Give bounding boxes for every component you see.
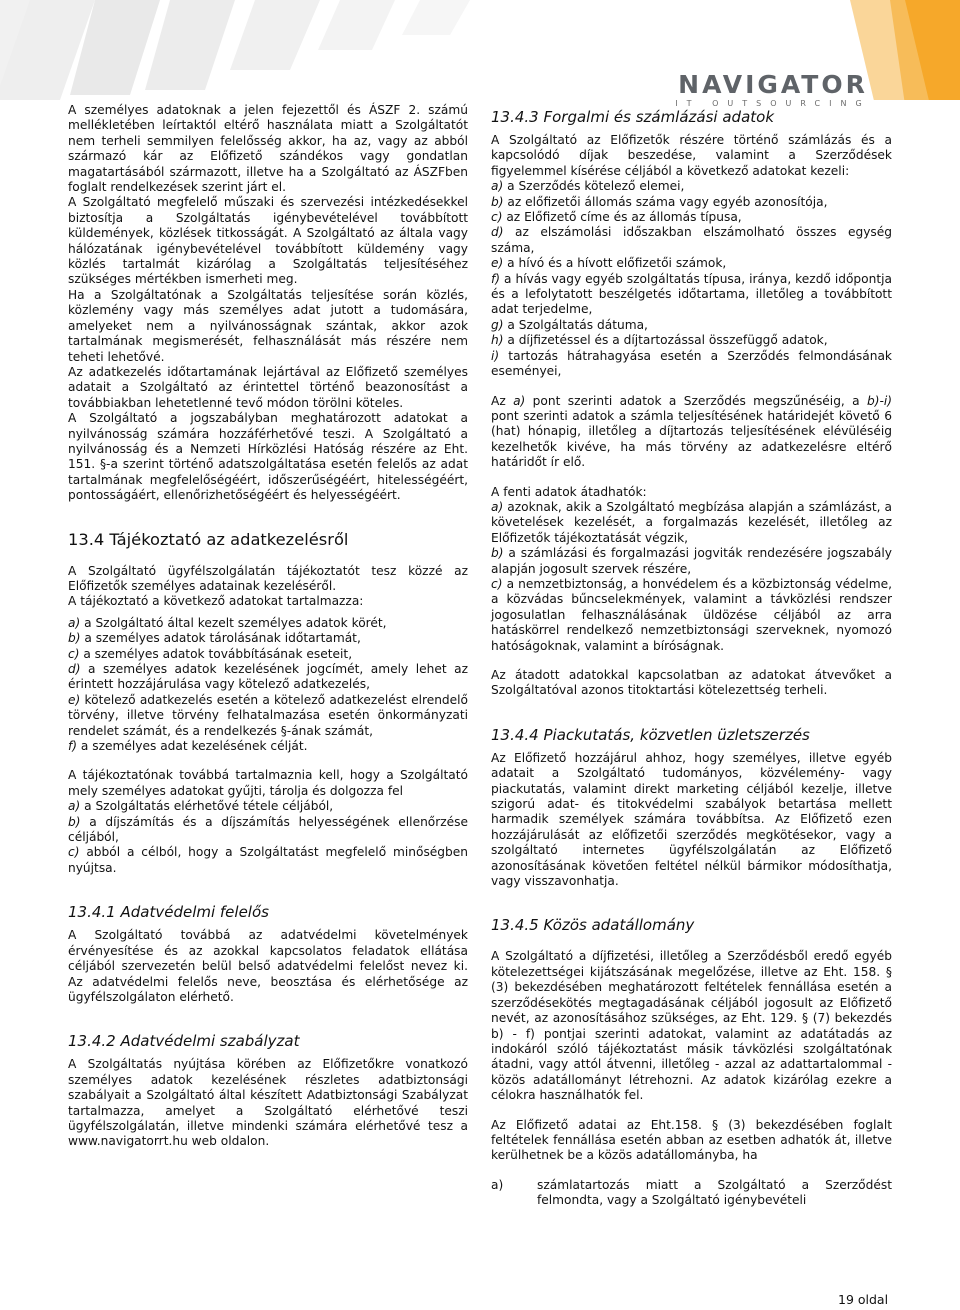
list-item-text: számlatartozás miatt a Szolgáltató a Szerződést felmondta, vagy a Szolgáltató igénybevételi [537,1177,892,1208]
list-item: f) a hívás vagy egyéb szolgáltatás típusa, iránya, kezdő időpontja és a lefolytatott beszélgetés időtartama, illetőleg a továbbított adat terjedelme, [491,271,892,317]
list-item [491,1178,892,1209]
list-item: b) az előfizetői állomás száma vagy egyéb azonosítója, [491,194,828,209]
list-item: a) a Szolgáltatás elérhetővé tétele céljából, [68,799,334,814]
transfer-list [491,500,892,654]
list-item: i) tartozás hátrahagyása esetén a Szerződés felmondásának eseményei, [491,348,892,379]
navigator-logo [668,72,878,112]
list-item: e) kötelező adatkezelés esetén a kötelező adatkezelést elrendelő törvény, illetve törvény felhatalmazása esetén önkormányzati rendelet számát, és a rendelkezés §-ának számát, [68,692,468,738]
paragraph: A tájékoztató a következő adatokat tartalmazza: [68,594,364,609]
list-item: d) a személyes adatok kezelésének jogcímét, amely lehet az érintett hozzájárulása vagy kötelező adatkezelés, [68,662,468,692]
list-item: c) abból a célból, hogy a Szolgáltatást megfelelő minőségben nyújtsa. [68,845,468,875]
paragraph: A Szolgáltató a díjfizetési, illetőleg a Szerződésből eredő egyéb kötelezettségei kijátszásának megelőzése, illetve az Eht. 158. § (3) bekezdésében meghatározott feltételek fennállása esetén a szerződésekötés megtagadásának céljából jogosult az Előfizető nevét, az azonosításához szükséges, az Eht. 129. § (7) bekezdés b) - f) pontjai szerinti adatokat, valamint az adatátadás az indokáról szóló tájékoztatást másik távközlési szolgáltatónak átadni, vagy attól átvenni, illetőleg - azzal az adattartalommal - közös adatállományt létrehozni. Az adatok kizárólag ezekre a célokra használhatók fel. [491,949,892,1103]
right-column [491,107,892,1209]
paragraph: A Szolgáltatás nyújtása körében az Előfizetőkre vonatkozó személyes adatok kezelésének részletes adatbiztonsági szabályait a Szolgáltató által készített Adatbiztonsági Szabályzat tartalmazza, amelyet a Szolgáltató elérhetővé teszi ügyfélszolgálatán, illetve mindenki számára elérhetővé tesz a www.navigatorrt.hu web oldalon. [68,1057,468,1149]
list-item: c) az Előfizető címe és az állomás típusa, [491,210,742,225]
paragraph: A Szolgáltató a jogszabályban meghatározott adatokat a nyilvánosság számára hozzáférhetővé teszi. A Szolgáltató a nyilvánosság és a Nemzeti Hírközlési Hatóság részére az Eht. 151. §-a szerint történő adatszolgáltatása esetén felelős az adat tartalmának megfelelőségéért, időszerűségéért, hitelességéért, pontosságáért, ellenőrizhetőségéért és helyességéért. [68,411,468,503]
left-column [68,103,468,1150]
list-item: e) a hívó és a hívott előfizetői számok, [491,256,727,271]
paragraph: A személyes adatoknak a jelen fejezettől és ÁSZF 2. számú mellékletében leírtaktól eltérő használata miatt a Szolgáltatót nem terheli semmilyen felelősség akkor, ha az, vagy az abból származó kár az Előfizető szándékos vagy gondatlan magatartásából származott, illetve ha a Szolgáltató az ÁSZFben foglalt rendelkezések szerint járt el. [68,103,468,195]
list-item: b) a díjszámítás és a díjszámítás helyességének ellenőrzése céljából, [68,814,468,845]
section-heading-13-4-4: 13.4.4 Piackutatás, közvetlen üzletszerzés [491,725,810,744]
list-item: c) a nemzetbiztonság, a honvédelem és a közbiztonság védelme, a közvádas bűncselekmények, valamint a távközlési rendszer jogosulatlan felhasználásának üldözése céljából az arra hatáskörrel rendelkező nemzetbiztonsági szerveknek, nyomozó hatóságoknak, valamint a bíróságnak. [491,576,892,653]
paragraph: Ha a Szolgáltatónak a Szolgáltatás teljesítése során közlés, közlemény vagy más személyes adat jutott a tudomására, amelyeket nem a nyilvánosságnak szántak, akkor azok tartalmának megismerését, felhasználását más részére nem teheti lehetővé. [68,287,468,364]
logo-name: NAVIGATOR [678,70,868,99]
paragraph: Az átadott adatokkal kapcsolatban az adatokat átvevőket a Szolgáltatóval azonos titoktartási kötelezettség terheli. [491,668,892,698]
paragraph: A Szolgáltató továbbá az adatvédelmi követelmények érvényesítése és az azokkal kapcsolatos feladatok ellátása céljából szervezetén belül belső adatvédelmi felelőst nevez ki. Az adatvédelmi felelős neve, beosztása és elérhetősége az ügyfélszolgálaton elérhető. [68,928,468,1004]
list-marker: a) [491,1177,504,1192]
list-item: f) a személyes adat kezelésének célját. [68,739,308,754]
list-item: d) az elszámolási időszakban elszámolható összes egység száma, [491,225,892,255]
list-item: b) a személyes adatok tárolásának időtartamát, [68,631,361,646]
paragraph: A fenti adatok átadhatók: [491,484,647,499]
billing-list [491,179,892,379]
paragraph: A Szolgáltató ügyfélszolgálatán tájékoztatót tesz közzé az Előfizetők személyes adatainak kezeléséről. [68,563,468,593]
paragraph: Az a) pont szerinti adatok a Szerződés megszűnéséig, a b)-i) pont szerinti adatok a számla teljesítésének határidejét követő 6 (hat) hónapig, illetőleg a díjtartozás teljesítésének elévüléséig kezelhetők kivéve, ha más törvény az adatkezelésre eltérő határidőt ír elő. [491,393,892,470]
paragraph: Az Előfizető adatai az Eht.158. § (3) bekezdésében foglalt feltételek fennállása esetén abban az esetben adhatók át, illetve kerülhetnek be a közös adatállományba, ha [491,1117,892,1163]
page-number: 19 oldal [838,1292,889,1307]
section-heading-13-4: 13.4 Tájékoztató az adatkezelésről [68,529,349,549]
list-item: c) a személyes adatok továbbításának eseteit, [68,646,353,661]
section-heading-13-4-5: 13.4.5 Közös adatállomány [491,916,695,935]
list-item: a) a Szolgáltató által kezelt személyes adatok körét, [68,615,387,630]
paragraph: A tájékoztatónak továbbá tartalmaznia kell, hogy a Szolgáltató mely személyes adatokat gyűjti, tárolja és dolgozza fel [68,768,468,798]
purpose-list [68,799,468,876]
paragraph: A Szolgáltató megfelelő műszaki és szervezési intézkedésekkel biztosítja a Szolgáltatás igénybevételével továbbított küldemények, közlések titkosságát. A Szolgáltató az általa vagy hálózatának igénybevételével továbbított küldemény vagy közlés tartalmát kizárólag a Szolgáltatás teljesítéséhez szükséges mértékben ismerheti meg. [68,195,468,287]
list-item: a) a Szerződés kötelező elemei, [491,179,685,194]
list-item: a) azoknak, akik a Szolgáltató megbízása alapján a számlázást, a követelések kezelését, a forgalmazás kezelését, illetőleg az Előfizetők tájékoztatását végzik, [491,499,892,545]
list-item: g) a Szolgáltatás dátuma, [491,317,648,332]
list-item: b) a számlázási és forgalmazási jogviták rendezésére jogszabály alapján jogosult szervek részére, [491,546,892,576]
section-heading-13-4-1: 13.4.1 Adatvédelmi felelős [68,903,269,922]
info-list [68,616,468,755]
paragraph: Az Előfizető hozzájárul ahhoz, hogy személyes, illetve egyéb adatait a Szolgáltató tudományos, közvélemény- vagy piackutatás, valamint direkt marketing céljából kezelje, illetve szigorú adat- és titokvédelmi szabályok betartása mellett harmadik személyek számára továbbítsa. Az Előfizető ezen hozzájárulását az előfizetői szerződés megkötésekor, vagy a szolgáltató internetes ügyfélszolgálatán az Előfizető azonosításának követően feltétel nélkül bármikor módosíthatja, vagy visszavonhatja. [491,750,892,889]
list-item: h) a díjfizetéssel és a díjtartozással összefüggő adatok, [491,333,828,348]
logo-subtitle: IT OUTSOURCING [675,99,871,108]
paragraph: Az adatkezelés időtartamának lejártával az Előfizető személyes adatait a Szolgáltató az érintettel történő beazonosítást a továbbiakban lehetetlenné tevő módon törölni köteles. [68,364,468,410]
section-heading-13-4-2: 13.4.2 Adatvédelmi szabályzat [68,1032,300,1051]
section-heading-13-4-3: 13.4.3 Forgalmi és számlázási adatok [491,108,775,126]
paragraph: A Szolgáltató az Előfizetők részére történő számlázás és a kapcsolódó díjak beszedése, valamint a Szerződések figyelemmel kísérése céljából a következő adatokat kezeli: [491,133,892,178]
